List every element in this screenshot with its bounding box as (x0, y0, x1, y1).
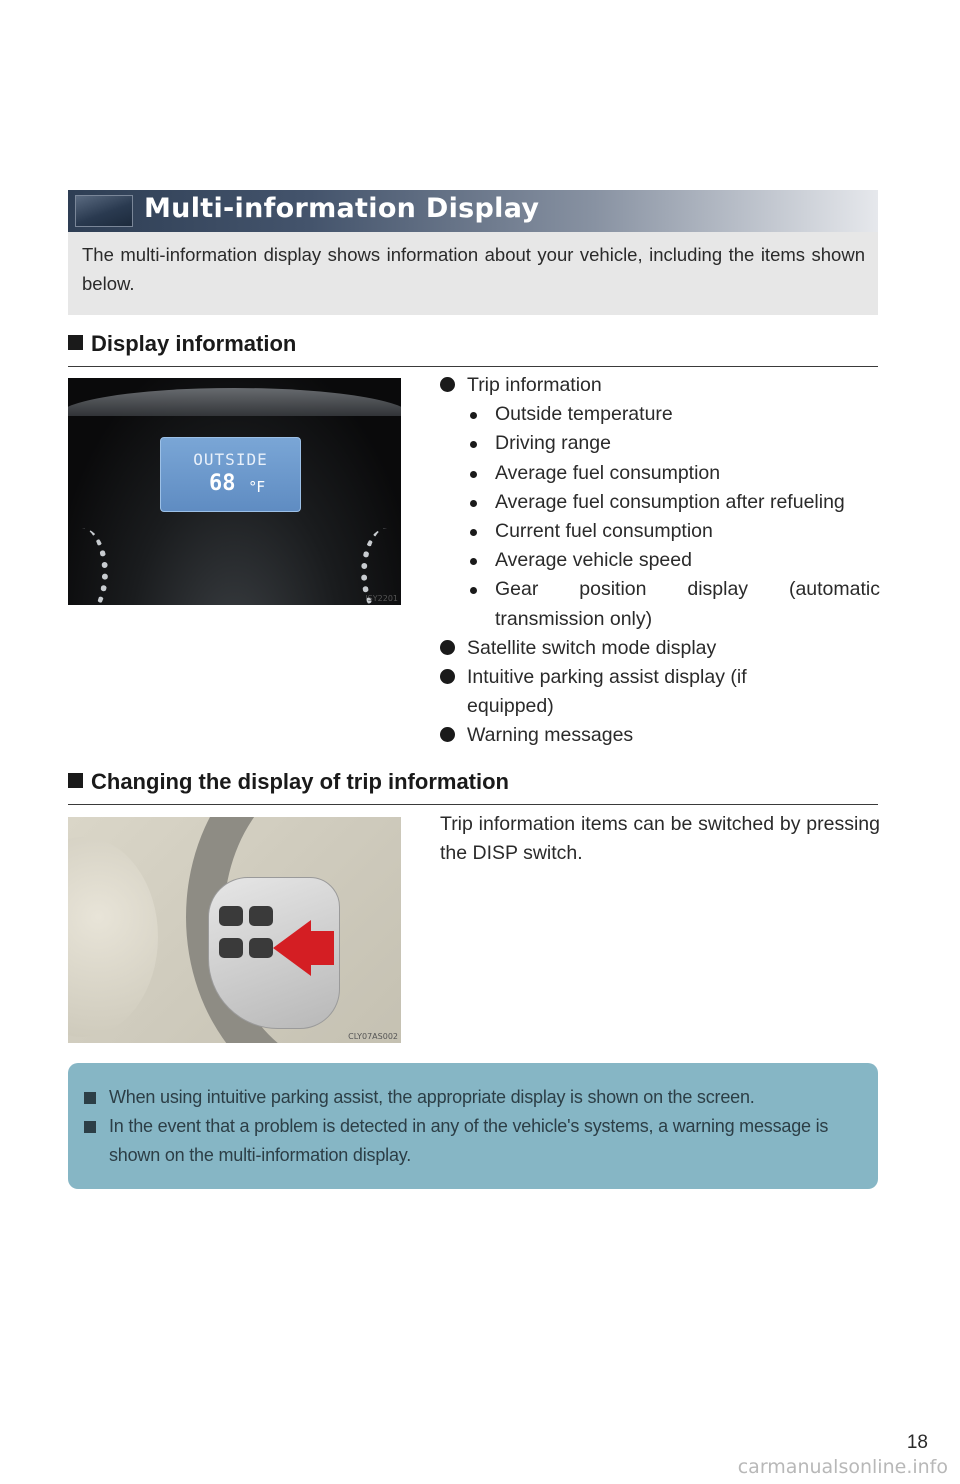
disp-switch-button (249, 938, 273, 958)
sub-bullet-icon (470, 558, 477, 565)
list-item: Intuitive parking assist display (if equipped) (440, 663, 757, 721)
list-item: Trip information (440, 371, 880, 400)
heading-square-icon (68, 335, 83, 350)
note-item: In the event that a problem is detected in any of the vehicle's systems, a warning message is shown on the multi-information display. (82, 1112, 864, 1170)
switch-button (249, 906, 273, 926)
list-item: Satellite switch mode display (440, 634, 880, 663)
heading-square-icon (68, 773, 83, 788)
note-square-icon (84, 1092, 96, 1104)
sub-bullet-icon (470, 587, 477, 594)
title-thumbnail (75, 195, 133, 227)
section-heading-text: Changing the display of trip information (91, 769, 509, 794)
lcd-value: 68 (209, 471, 236, 496)
list-item: Warning messages (440, 721, 880, 750)
section-title-bar (68, 190, 878, 232)
sub-bullet-icon (470, 500, 477, 507)
section-heading-display-information (68, 331, 878, 367)
intro-text: The multi-information display shows information about your vehicle, including the items shown below. (82, 244, 865, 294)
sub-list-item: Outside temperature (440, 400, 880, 429)
bullet-icon (440, 640, 455, 655)
steering-wheel-image (68, 817, 401, 1043)
section-heading-changing-display (68, 769, 878, 805)
display-info-list (440, 371, 880, 751)
image-code: ISY2201 (365, 594, 398, 603)
sub-bullet-icon (470, 412, 477, 419)
bullet-icon (440, 377, 455, 392)
switch-button (219, 938, 243, 958)
sub-list-item: Average vehicle speed (440, 546, 880, 575)
watermark: carmanualsonline.info (737, 1456, 948, 1478)
intro-box (68, 232, 878, 315)
note-square-icon (84, 1121, 96, 1133)
sub-list-item: Average fuel consumption (440, 459, 880, 488)
bullet-icon (440, 727, 455, 742)
image-code: CLY07AS002 (348, 1032, 398, 1041)
page-number: 18 (906, 1432, 928, 1453)
sub-bullet-icon (470, 471, 477, 478)
sub-list-item: Current fuel consumption (440, 517, 880, 546)
multi-information-lcd (160, 437, 301, 512)
instrument-cluster-image (68, 378, 401, 605)
changing-description: Trip information items can be switched by pressing the DISP switch. (440, 813, 880, 865)
note-item: When using intuitive parking assist, the appropriate display is shown on the screen. (82, 1083, 864, 1112)
section-heading-text: Display information (91, 331, 297, 356)
switch-button (219, 906, 243, 926)
sub-list-item: Average fuel consumption after refueling (440, 488, 880, 517)
sub-bullet-icon (470, 529, 477, 536)
sub-list-item: Gear position display (automatic transmission only) (440, 575, 880, 633)
page-title: Multi-information Display (144, 193, 540, 224)
sub-list-item: Driving range (440, 429, 880, 458)
sub-bullet-icon (470, 441, 477, 448)
notes-box (68, 1063, 878, 1189)
red-arrow-icon (273, 920, 311, 976)
lcd-unit: °F (249, 478, 266, 496)
bullet-icon (440, 669, 455, 684)
lcd-label: OUTSIDE (193, 450, 268, 469)
